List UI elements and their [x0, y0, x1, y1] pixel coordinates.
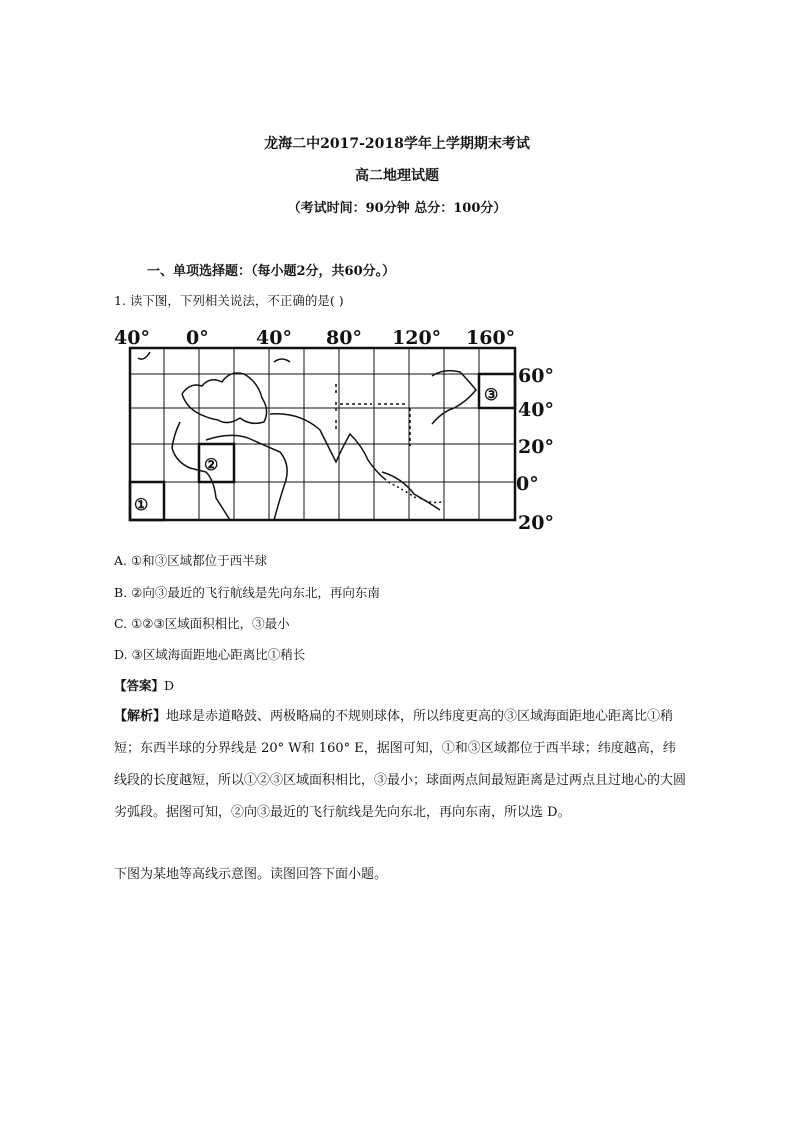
analysis-paragraph	[114, 701, 686, 829]
right-label: 40°	[518, 399, 554, 421]
answer-line	[114, 676, 174, 694]
answer-label: 【答案】	[114, 678, 165, 693]
question-1-stem: 1. 读下图，下列相关说法，不正确的是( )	[114, 293, 344, 308]
analysis-label: 【解析】	[114, 709, 167, 724]
exam-subtitle: 高二地理试题	[355, 168, 439, 184]
option-b: B. ②向③最近的飞行航线是先向东北，再向东南	[114, 585, 380, 600]
option-d: D. ③区域海面距地心距离比①稍长	[114, 647, 306, 662]
section-heading: 一、单项选择题：（每小题2分，共60分。）	[147, 264, 396, 279]
next-question-intro: 下图为某地等高线示意图。读图回答下面小题。	[114, 867, 388, 882]
right-label: 0°	[516, 473, 539, 495]
top-label: 120°	[392, 327, 442, 349]
exam-info: （考试时间：90分钟 总分：100分）	[287, 201, 507, 216]
analysis-text: 地球是赤道略鼓、两极略扁的不规则球体，所以纬度更高的③区域海面距地心距离比①稍短；东西半球的分界线是 20° W和 160° E，据图可知，①和③区域都位于西半球；纬度越高，纬线段的长度越短，所以①②③区域面积相比，③最小；球面两点间最短距离是过两点且过地心的大圆劣弧段。据图可知，②向③最近的飞行航线是先向东北，再向东南，所以选 D。	[114, 709, 687, 820]
world-grid-map	[110, 322, 560, 532]
right-label: 20°	[518, 436, 554, 458]
top-label: 40°	[114, 327, 150, 349]
option-a: A. ①和③区域都位于西半球	[114, 553, 268, 568]
exam-title: 龙海二中2017-2018学年上学期期末考试	[264, 136, 530, 152]
region-1-label: ①	[134, 495, 149, 514]
top-label: 0°	[186, 327, 209, 349]
top-label: 80°	[326, 327, 362, 349]
answer-value: D	[164, 678, 175, 693]
top-label: 40°	[256, 327, 292, 349]
region-2-label: ②	[204, 455, 219, 474]
top-label: 160°	[466, 327, 516, 349]
right-label: 20°	[518, 512, 554, 532]
right-label: 60°	[518, 365, 554, 387]
option-c: C. ①②③区域面积相比，③最小	[114, 616, 290, 631]
region-3-label: ③	[484, 385, 499, 404]
